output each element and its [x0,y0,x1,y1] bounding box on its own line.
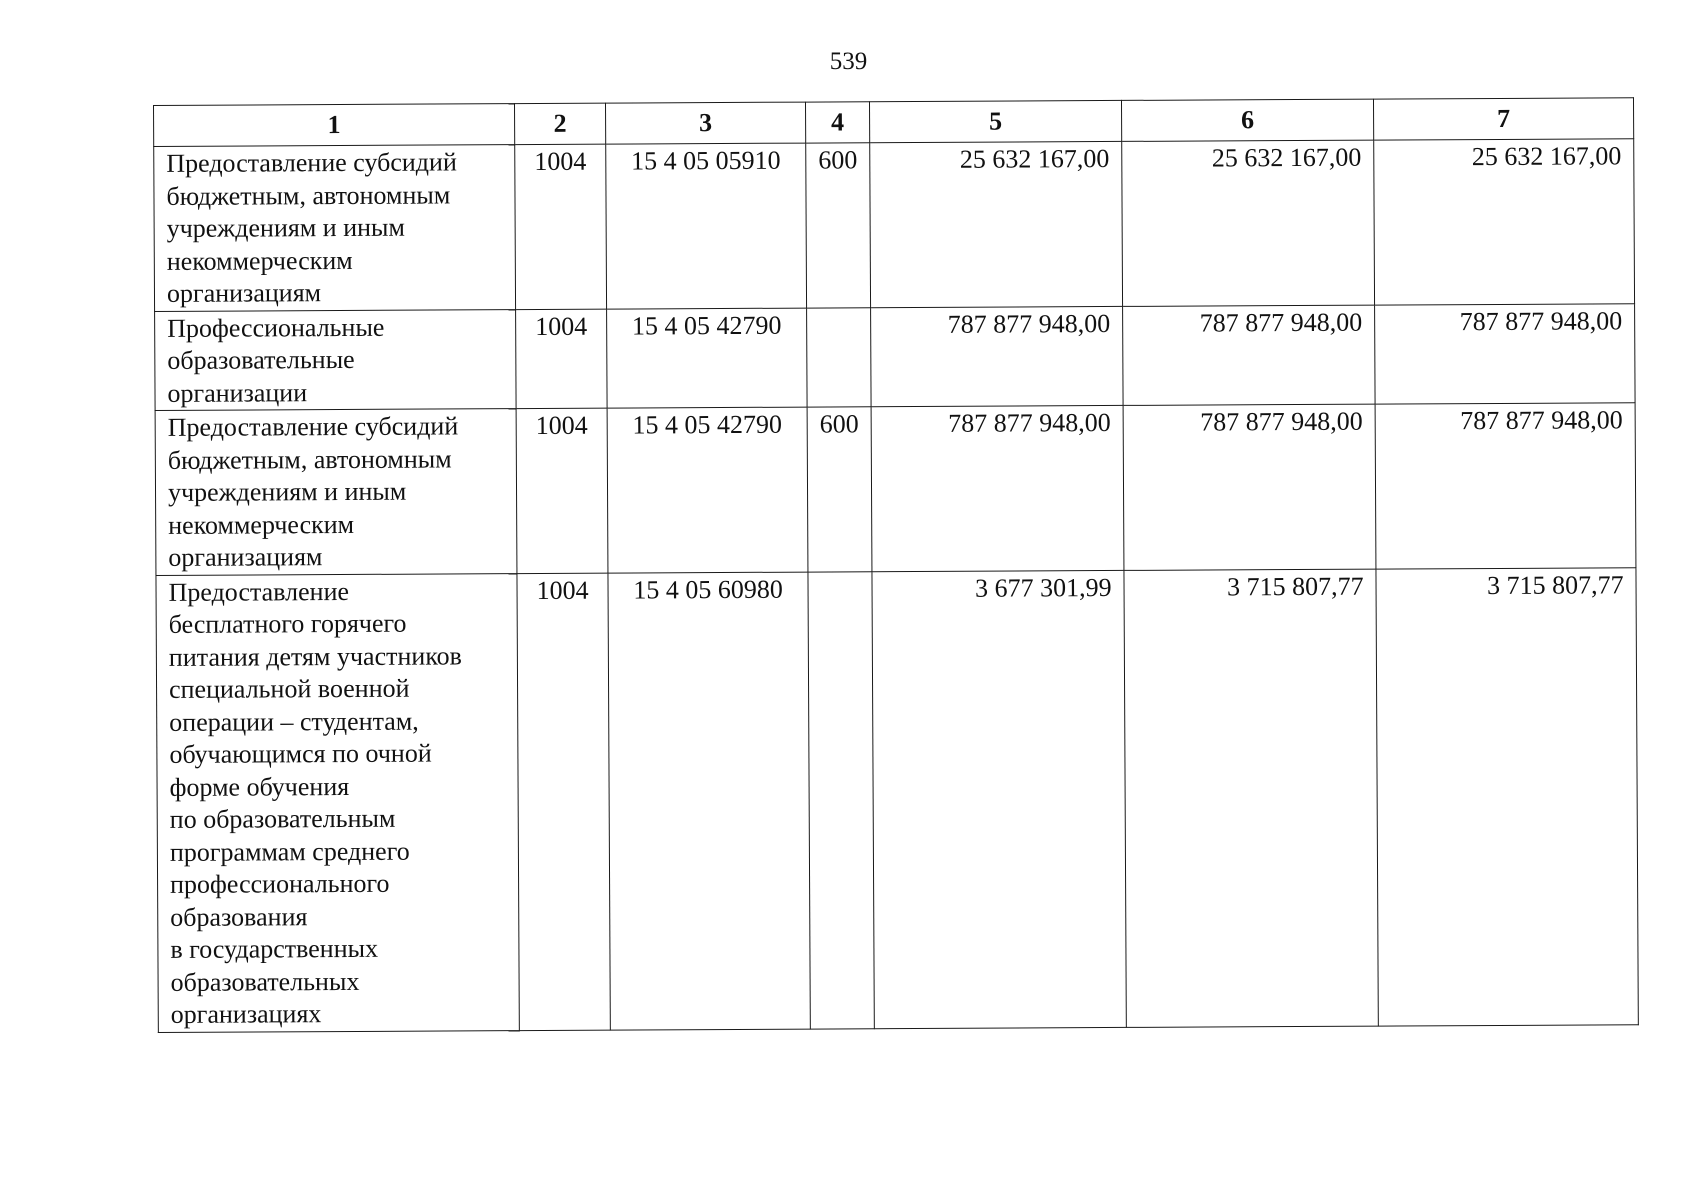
table-row [156,567,1638,1032]
name-line: профессионального [170,868,390,899]
section-code: 1004 [517,573,610,1030]
row-name [156,573,519,1032]
type-code: 600 [806,143,871,308]
column-header-1: 1 [154,104,515,147]
name-line: питания детям участников [168,640,462,672]
name-line: организации [167,377,308,408]
column-header-5: 5 [869,100,1121,142]
name-line: организациях [170,999,322,1029]
row-name [154,145,516,311]
name-line: бесплатного горячего [168,608,407,639]
column-header-3: 3 [605,102,805,144]
name-line: специальной военной [168,673,410,704]
column-header-4: 4 [805,102,869,143]
name-line: организациям [168,542,323,572]
name-line: образовательные [167,344,355,375]
name-line: форме обучения [169,771,350,802]
target-code: 15 4 05 42790 [607,308,808,409]
name-line: организациям [166,278,322,308]
type-code [808,571,874,1028]
amount-col-6: 25 632 167,00 [1122,140,1375,306]
section-code: 1004 [515,144,607,309]
amount-col-5: 3 677 301,99 [872,570,1126,1028]
name-line: Предоставление субсидий [166,147,457,178]
name-line: учреждениям и иным [166,212,405,243]
table-row [154,139,1635,311]
amount-col-5: 787 877 948,00 [871,405,1124,571]
name-line: обучающимся по очной [169,738,432,769]
name-line: в государственных [170,933,379,964]
name-line: Предоставление субсидий [167,411,459,442]
amount-col-5: 25 632 167,00 [870,141,1123,307]
column-header-6: 6 [1121,99,1373,141]
type-code: 600 [807,407,872,572]
name-line: по образовательным [169,803,396,834]
name-line: Профессиональные [167,312,385,343]
type-code [807,307,872,407]
section-code: 1004 [516,309,608,409]
table-row [155,403,1636,575]
amount-col-5: 787 877 948,00 [871,306,1124,407]
column-header-2: 2 [514,103,605,144]
target-code: 15 4 05 05910 [606,143,807,309]
name-line: образования [170,901,308,932]
amount-col-6: 787 877 948,00 [1123,404,1376,570]
target-code: 15 4 05 60980 [608,572,810,1030]
target-code: 15 4 05 42790 [607,407,808,573]
row-name [155,409,517,575]
name-line: бюджетным, автономным [166,179,451,211]
name-line: учреждениям и иным [167,476,407,507]
name-line: программам среднего [169,836,410,867]
table-row [155,303,1636,410]
budget-table [153,97,1639,1032]
name-line: образовательных [170,966,360,997]
name-line: Предоставление [168,576,350,607]
name-line: бюджетным, автономным [167,443,452,475]
amount-col-7: 787 877 948,00 [1375,403,1636,569]
amount-col-7: 787 877 948,00 [1375,303,1636,404]
row-name [155,309,517,410]
name-line: некоммерческим [166,245,353,276]
name-line: операции – студентам, [169,706,419,737]
amount-col-7: 3 715 807,77 [1376,567,1638,1025]
amount-col-6: 787 877 948,00 [1123,305,1376,406]
section-code: 1004 [516,408,608,573]
amount-col-7: 25 632 167,00 [1374,139,1635,305]
column-header-7: 7 [1373,98,1633,140]
name-line: некоммерческим [168,509,355,540]
amount-col-6: 3 715 807,77 [1124,569,1378,1027]
page-number: 539 [829,48,868,75]
